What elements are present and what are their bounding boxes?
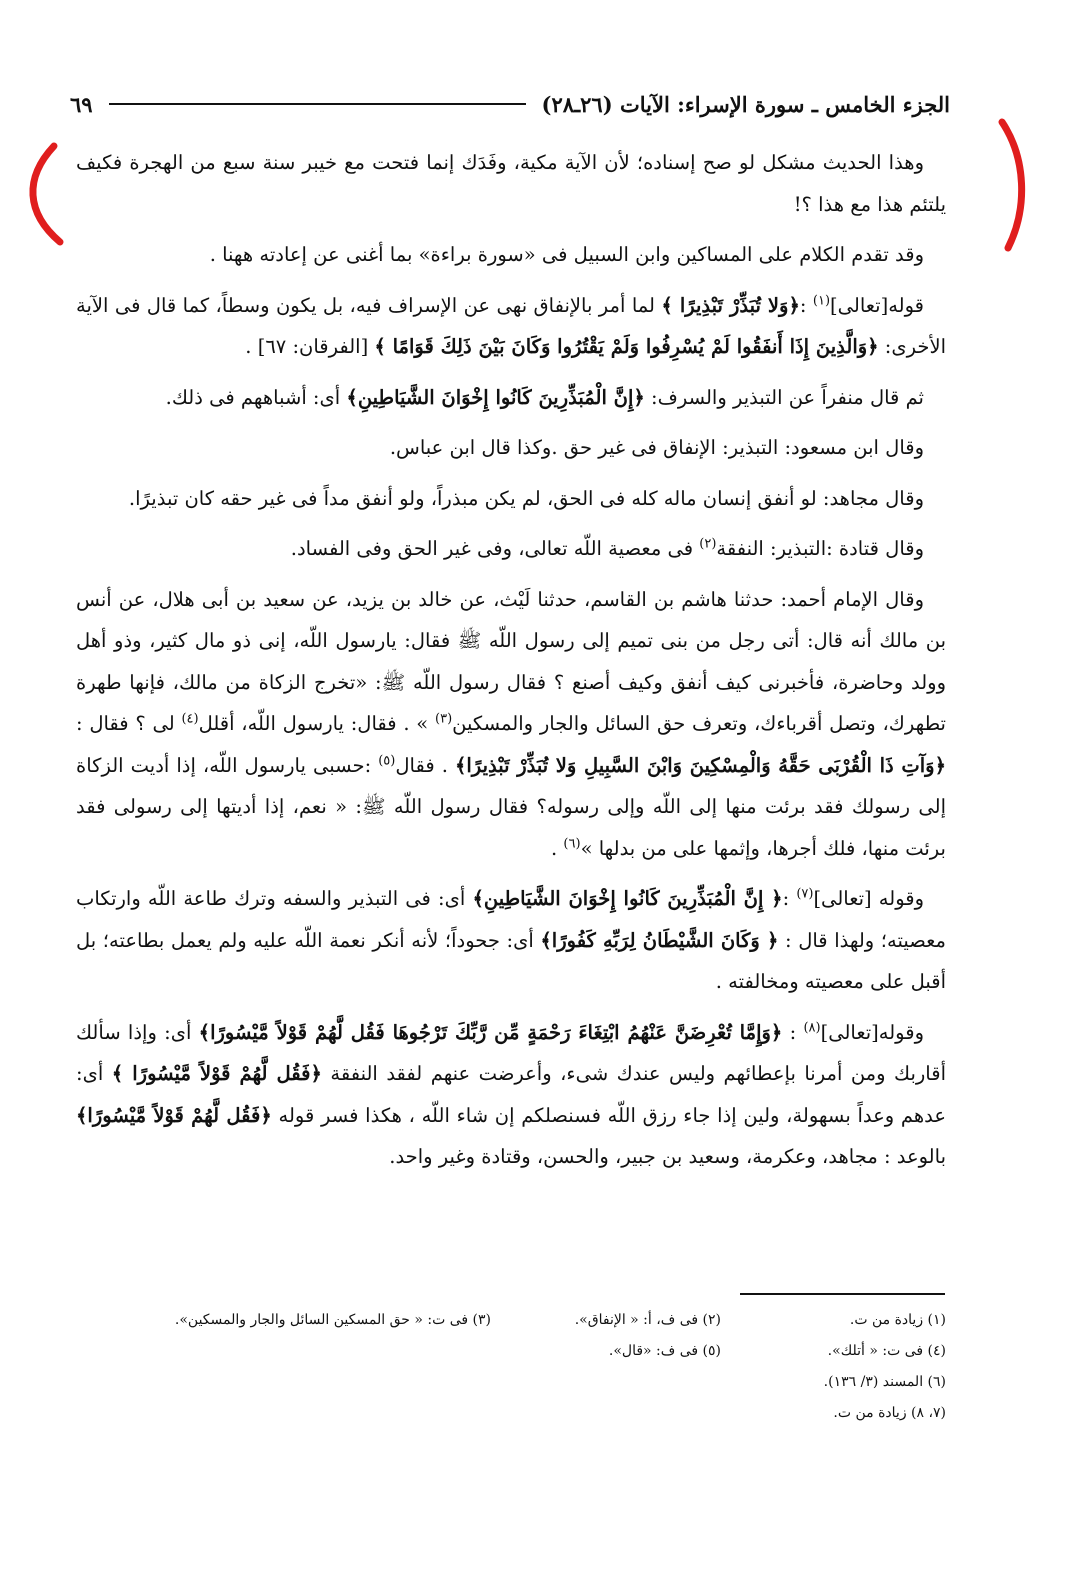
quran-quote: ﴿وَإِمَّا تُعْرِضَنَّ عَنْهُمُ ابْتِغَاءَ رَحْمَةٍ مِّن رَّبِّكَ تَرْجُوهَا فَقُل لَّهُمْ قَوْلاً مَّيْسُورًا﴾ (198, 1020, 783, 1044)
quran-quote: ﴿فَقُل لَّهُمْ قَوْلاً مَّيْسُورًا﴾ (76, 1103, 272, 1127)
quran-quote: ﴿ إِنَّ الْمُبَذِّرِينَ كَانُوا إِخْوَانَ الشَّيَاطِينِ﴾ (472, 887, 783, 910)
running-title: الجزء الخامس ـ سورة الإسراء: الآيات (٢٦ـ٢٨) (541, 91, 950, 117)
quran-quote: ﴿وَلا تُبَذِّرْ تَبْذِيرًا ﴾ (661, 293, 800, 317)
footnote-ref-5: (٥) (378, 753, 396, 768)
text-run: وقوله [تعالى] (813, 887, 925, 910)
quran-quote: ﴿ وَكَانَ الشَّيْطَانُ لِرَبِّهِ كَفُورًا﴾ (540, 928, 779, 952)
footnote-5: (٥) فى ف: «قال». (608, 1343, 721, 1359)
quran-quote: ﴿وَالَّذِينَ إِذَا أَنفَقُوا لَمْ يُسْرِفُوا وَلَمْ يَقْتُرُوا وَكَانَ بَيْنَ ذَلِكَ قَوَامًا ﴾ (374, 335, 879, 358)
quran-quote: ﴿إِنَّ الْمُبَذِّرِينَ كَانُوا إِخْوَانَ الشَّيَاطِينِ﴾ (346, 385, 645, 409)
text-run: أى: وإذا سألك أقاربك ومن أمرنا بإعطائهم وليس عندك شىء، وأعرضت عنهم لفقد النفقة (76, 1020, 946, 1085)
text-run: ثم قال منفراً عن التبذير والسرف: (644, 385, 924, 409)
text-run: . (551, 836, 564, 860)
text-run: لى ؟ فقال : (76, 712, 182, 735)
page-number: ٦٩ (70, 91, 93, 117)
text-run: : (782, 1020, 804, 1044)
footnote-4: (٤) فى ت: « أتلك». (827, 1343, 946, 1359)
red-bracket-right-annotation (988, 118, 1048, 258)
footnote-ref-8: (٨) (803, 1020, 821, 1035)
footnote-separator (740, 1293, 945, 1295)
main-text (76, 142, 946, 1187)
text-run: وقال قتادة :التبذير: النفقة (716, 537, 924, 560)
paragraph-1: وهذا الحديث مشكل لو صح إسناده؛ لأن الآية مكية، وفَدَك إنما فتحت مع خيبر سنة سبع من الهجرة فكيف يلتئم هذا مع هذا ؟! (76, 151, 946, 216)
text-run: وقال الإمام أحمد: حدثنا هاشم بن القاسم، حدثنا لَيْث، عن خالد بن يزيد، عن سعيد بن أبى هلال، عن أنس بن مالك أنه قال: أتى رجل من بنى تميم إلى رسول اللّه ﷺ فقال: يارسول اللّه، إنى ذو مال كثير، وذو أهل وولد وحاضرة، فأخبرنى كيف أنفق وكيف أصنع ؟ فقال رسول اللّه ﷺ: «تخرج الزكاة من مالك، فإنها طهرة تطهرك، وتصل أقرباءك، وتعرف حق السائل والجار والمسكين (76, 587, 946, 735)
footnote-row (76, 1398, 946, 1429)
footnotes (76, 1305, 946, 1429)
text-run: » . فقال: يارسول اللّه، أقلل (198, 712, 435, 735)
footnote-ref-2: (٢) (699, 536, 717, 552)
footnote-ref-6: (٦) (563, 836, 581, 851)
paragraph-9 (76, 878, 946, 1003)
quran-quote: ﴿فَقُل لَّهُمْ قَوْلاً مَّيْسُورًا ﴾ (111, 1062, 322, 1085)
footnote-ref-3: (٣) (435, 711, 453, 727)
text-run: : (799, 293, 813, 317)
text-run: أى: جحوداً؛ لأنه أنكر نعمة اللّه عليه ولم يعمل بطاعته؛ بل أقبل على معصيته ومخالفته . (76, 928, 946, 993)
paragraph-10 (76, 1012, 946, 1178)
footnote-1: (١) زيادة من ت. (849, 1312, 946, 1328)
text-run: أى: أشباههم فى ذلك. (165, 385, 347, 409)
footnote-ref-1: (١) (812, 293, 831, 308)
footnote-2: (٢) فى ف، أ: « الإنفاق». (574, 1312, 721, 1328)
text-run: قوله[تعالى] (830, 293, 924, 317)
quran-quote: ﴿وَآتِ ذَا الْقُرْبَى حَقَّهُ وَالْمِسْكِينَ وَابْنَ السَّبِيلِ وَلا تُبَذِّرْ تَبْذِيرًا﴾ (454, 753, 946, 777)
text-run: :حسبى يارسول اللّه، إذا أديت الزكاة إلى رسولك فقد برئت منها إلى اللّه وإلى رسوله؟ فقال رسول اللّه ﷺ: « نعم، إذا أديتها إلى رسولى فقد برئت منها، فلك أجرها، وإثمها على من بدلها » (76, 753, 946, 860)
paragraph-3 (76, 285, 946, 368)
footnote-ref-7: (٧) (796, 886, 814, 902)
text-run: وقوله[تعالى] (820, 1020, 924, 1044)
paragraph-8 (76, 579, 946, 870)
text-run: . فقال (395, 753, 455, 777)
running-header (70, 84, 950, 124)
footnote-row (76, 1336, 946, 1367)
text-run: أى: فى التبذير والسفه وترك طاعة اللّه وارتكاب معصيته؛ ولهذا قال : (76, 887, 946, 952)
paragraph-5: وقال ابن مسعود: التبذير: الإنفاق فى غير حق .وكذا قال ابن عباس. (389, 436, 924, 459)
footnote-ref-4: (٤) (181, 711, 199, 727)
footnote-row (76, 1305, 946, 1336)
text-run: : (782, 887, 797, 910)
text-run: فى معصية اللّه تعالى، وفى غير الحق وفى الفساد. (290, 537, 700, 560)
text-run: لما أمر بالإنفاق نهى عن الإسراف فيه، بل يكون وسطاً، كما قال فى الآية الأخرى: (76, 293, 946, 358)
text-run: بالوعد : مجاهد، وعكرمة، وسعيد بن جبير، والحسن، وقتادة وغير واحد. (389, 1145, 946, 1168)
footnote-6: (٦) المسند (٣/ ١٣٦). (823, 1374, 946, 1390)
footnote-7: (٧، ٨) زيادة من ت. (833, 1405, 946, 1421)
red-bracket-left-annotation (10, 118, 70, 258)
paragraph-2: وقد تقدم الكلام على المساكين وابن السبيل فى «سورة براءة» بما أغنى عن إعادته ههنا . (209, 243, 924, 266)
paragraph-4 (76, 377, 946, 419)
text-run: أى: عدهم وعداً بسهولة، ولين إذا جاء رزق اللّه فسنصلكم إن شاء اللّه ، هكذا فسر قوله (76, 1062, 947, 1127)
text-run: [الفرقان: ٦٧] . (245, 335, 375, 358)
paragraph-6: وقال مجاهد: لو أنفق إنسان ماله كله فى الحق، لم يكن مبذراً، ولو أنفق مداً فى غير حقه كان تبذيرًا. (128, 486, 924, 510)
footnote-row (76, 1367, 946, 1398)
header-rule (109, 103, 526, 105)
paragraph-7 (76, 528, 946, 570)
footnote-3: (٣) فى ت: « حق المسكين السائل والجار والمسكين». (174, 1312, 491, 1328)
